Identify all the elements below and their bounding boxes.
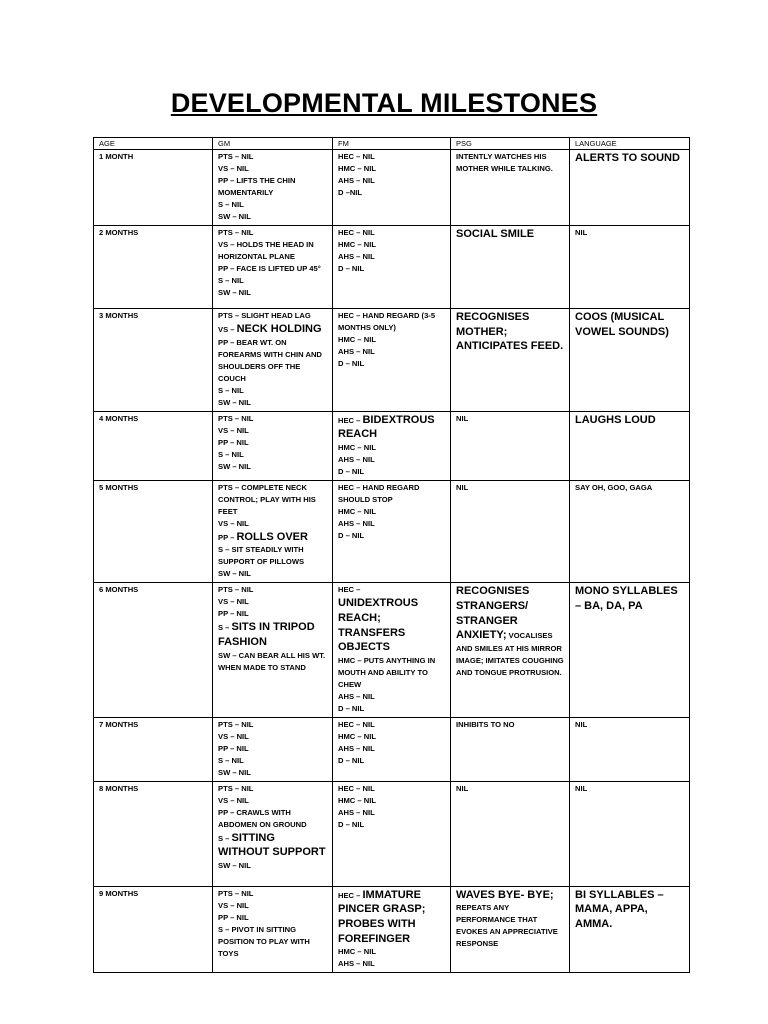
cell-gm: [213, 150, 333, 226]
cell-line: HMC – NIL: [338, 335, 376, 344]
cell-line: VS – NIL: [218, 731, 249, 741]
cell-line: VS – NIL: [218, 597, 249, 607]
cell-line: VS – NIL: [218, 425, 249, 435]
cell-line: SW – CAN BEAR ALL HIS WT. WHEN MADE TO STAND: [218, 650, 326, 672]
cell-line: HEC – HAND REGARD SHOULD STOP: [338, 482, 420, 504]
cell-line: HEC – HAND REGARD (3-5 MONTHS ONLY): [338, 311, 436, 332]
cell-line: PP – NIL: [218, 609, 249, 619]
cell-line: S – NIL: [218, 200, 244, 209]
cell-line: PP – CRAWLS WITH ABDOMEN ON GROUND: [218, 807, 307, 829]
cell-line: PTS – NIL: [218, 228, 254, 237]
cell-line: NIL: [575, 228, 588, 237]
cell-gm: [213, 411, 333, 480]
cell-age: [94, 717, 213, 781]
table-row: [94, 886, 690, 972]
cell-gm: [213, 886, 333, 972]
cell-line: RECOGNISES STRANGERS/ STRANGER ANXIETY; VOCALISES AND SMILES AT HIS MIRROR IMAGE; IMITATES COUGHING AND TONGUE PROTRUSION.: [456, 585, 564, 677]
cell-line: 2 MONTHS: [99, 228, 139, 237]
cell-line: D – NIL: [338, 755, 365, 765]
cell-line: NIL: [456, 413, 469, 423]
emphasis: SITS IN TRIPOD FASHION: [218, 621, 315, 648]
cell-line: HMC – NIL: [338, 795, 376, 805]
table-row: [94, 226, 690, 309]
cell-line: AHS – NIL: [338, 959, 375, 969]
header-gm: GM: [213, 138, 333, 150]
cell-line: D – NIL: [338, 359, 365, 368]
cell-language: [570, 781, 690, 886]
table-header-row: [94, 138, 690, 150]
cell-line: AHS – NIL: [338, 691, 375, 701]
cell-line: AHS – NIL: [338, 176, 375, 185]
cell-gm: [213, 309, 333, 412]
cell-line: SW – NIL: [218, 569, 251, 579]
cell-line: AHS – NIL: [338, 518, 375, 528]
cell-line: 3 MONTHS: [99, 311, 139, 320]
cell-line: PTS – NIL: [218, 585, 254, 595]
cell-age: [94, 583, 213, 717]
cell-fm: [333, 411, 451, 480]
cell-line: VS – NIL: [218, 164, 249, 173]
cell-line: D – NIL: [338, 703, 365, 713]
cell-line: S – SITTING WITHOUT SUPPORT: [218, 831, 326, 859]
cell-line: AHS – NIL: [338, 252, 375, 261]
cell-gm: [213, 480, 333, 583]
cell-line: SW – NIL: [218, 397, 251, 407]
emphasis: SITTING WITHOUT SUPPORT: [218, 831, 326, 859]
cell-psg: [451, 150, 570, 226]
cell-age: [94, 226, 213, 309]
cell-language: [570, 226, 690, 309]
cell-line: PTS – NIL: [218, 783, 254, 793]
cell-line: D – NIL: [338, 264, 365, 273]
cell-line: S – PIVOT IN SITTING POSITION TO PLAY WITH TOYS: [218, 924, 310, 958]
emphasis: UNIDEXTROUS REACH; TRANSFERS OBJECTS: [338, 597, 419, 654]
cell-fm: [333, 309, 451, 412]
cell-line: PTS – NIL: [218, 413, 254, 423]
cell-line: PTS – NIL: [218, 888, 254, 898]
cell-line: VS – NIL: [218, 900, 249, 910]
emphasis: RECOGNISES STRANGERS/ STRANGER ANXIETY;: [456, 585, 530, 642]
cell-line: HMC – NIL: [338, 731, 376, 741]
cell-line: S – SIT STEADILY WITH SUPPORT OF PILLOWS: [218, 545, 305, 567]
cell-line: INHIBITS TO NO: [456, 719, 515, 729]
header-language: LANGUAGE: [570, 138, 690, 150]
cell-line: VS – NIL: [218, 518, 249, 528]
emphasis: WAVES BYE- BYE;: [456, 888, 554, 901]
emphasis: IMMATURE PINCER GRASP; PROBES WITH FOREFINGER: [338, 888, 426, 945]
cell-gm: [213, 583, 333, 717]
table-row: [94, 717, 690, 781]
cell-line: MONO SYLLABLES – BA, DA, PA: [575, 585, 678, 612]
cell-line: SW – NIL: [218, 767, 251, 777]
cell-line: 5 MONTHS: [99, 482, 139, 492]
cell-fm: [333, 781, 451, 886]
cell-line: HEC –: [338, 585, 361, 595]
cell-psg: [451, 717, 570, 781]
cell-line: VS – HOLDS THE HEAD IN HORIZONTAL PLANE: [218, 240, 314, 261]
cell-line: S – SITS IN TRIPOD FASHION: [218, 621, 315, 648]
cell-gm: [213, 226, 333, 309]
table-row: [94, 781, 690, 886]
cell-gm: [213, 717, 333, 781]
cell-line: PTS – NIL: [218, 719, 254, 729]
cell-line: PTS – COMPLETE NECK CONTROL; PLAY WITH HIS FEET: [218, 482, 316, 516]
cell-line: HMC – NIL: [338, 240, 376, 249]
cell-line: S – NIL: [218, 449, 244, 459]
cell-age: [94, 781, 213, 886]
cell-line: SW – NIL: [218, 212, 251, 221]
cell-language: [570, 309, 690, 412]
table-row: [94, 411, 690, 480]
cell-line: PP – BEAR WT. ON FOREARMS WITH CHIN AND SHOULDERS OFF THE COUCH: [218, 337, 322, 383]
cell-line: HEC – NIL: [338, 783, 375, 793]
cell-line: HEC – NIL: [338, 228, 375, 237]
cell-line: HMC – NIL: [338, 164, 376, 173]
cell-line: NIL: [575, 719, 588, 729]
cell-line: SOCIAL SMILE: [456, 228, 535, 240]
cell-language: [570, 717, 690, 781]
table-row: [94, 150, 690, 226]
cell-line: HMC – NIL: [338, 442, 376, 452]
cell-line: AHS – NIL: [338, 454, 375, 464]
cell-line: PTS – SLIGHT HEAD LAG: [218, 311, 311, 320]
cell-line: D – NIL: [338, 530, 365, 540]
cell-line: AHS – NIL: [338, 743, 375, 753]
cell-line: D – NIL: [338, 466, 365, 476]
cell-line: PP – LIFTS THE CHIN MOMENTARILY: [218, 176, 296, 197]
cell-age: [94, 480, 213, 583]
cell-line: LAUGHS LOUD: [575, 413, 656, 426]
cell-line: SAY OH, GOO, GAGA: [575, 482, 653, 492]
cell-line: VS – NECK HOLDING: [218, 323, 322, 335]
cell-psg: [451, 226, 570, 309]
cell-line: S – NIL: [218, 755, 244, 765]
table-row: [94, 480, 690, 583]
cell-language: [570, 583, 690, 717]
cell-gm: [213, 781, 333, 886]
cell-fm: [333, 226, 451, 309]
cell-language: [570, 480, 690, 583]
cell-line: 4 MONTHS: [99, 413, 139, 423]
cell-fm: [333, 480, 451, 583]
cell-line: SW – NIL: [218, 461, 251, 471]
cell-line: PP – FACE IS LIFTED UP 45°: [218, 264, 321, 273]
header-fm: FM: [333, 138, 451, 150]
cell-line: S – NIL: [218, 276, 244, 285]
cell-psg: [451, 583, 570, 717]
cell-fm: [333, 717, 451, 781]
cell-line: HMC – NIL: [338, 947, 376, 957]
cell-line: 1 MONTH: [99, 152, 134, 161]
cell-line: PP – NIL: [218, 437, 249, 447]
header-psg: PSG: [451, 138, 570, 150]
cell-line: 9 MONTHS: [99, 888, 139, 898]
cell-age: [94, 150, 213, 226]
table-row: [94, 583, 690, 717]
milestones-table: [93, 137, 690, 973]
cell-line: [338, 596, 445, 654]
cell-language: [570, 886, 690, 972]
cell-line: NIL: [456, 482, 469, 492]
cell-line: HEC – NIL: [338, 152, 375, 161]
cell-line: HEC – NIL: [338, 719, 375, 729]
cell-line: 8 MONTHS: [99, 783, 139, 793]
cell-line: ALERTS TO SOUND: [575, 152, 680, 164]
emphasis: NECK HOLDING: [236, 323, 322, 335]
cell-line: BI SYLLABLES – MAMA, APPA, AMMA.: [575, 888, 664, 930]
emphasis: ROLLS OVER: [236, 530, 308, 543]
cell-line: VS – NIL: [218, 795, 249, 805]
cell-line: PP – NIL: [218, 912, 249, 922]
cell-line: D –NIL: [338, 188, 363, 197]
cell-language: [570, 411, 690, 480]
cell-line: WAVES BYE- BYE; REPEATS ANY PERFORMANCE THAT EVOKES AN APPRECIATIVE RESPONSE: [456, 888, 558, 949]
cell-age: [94, 309, 213, 412]
cell-line: SW – NIL: [218, 860, 251, 870]
cell-fm: [333, 886, 451, 972]
cell-line: AHS – NIL: [338, 807, 375, 817]
cell-fm: [333, 150, 451, 226]
cell-psg: [451, 886, 570, 972]
cell-line: PP – NIL: [218, 743, 249, 753]
cell-line: NIL: [456, 783, 469, 793]
cell-line: 7 MONTHS: [99, 719, 139, 729]
cell-age: [94, 411, 213, 480]
cell-fm: [333, 583, 451, 717]
cell-line: SW – NIL: [218, 288, 251, 297]
cell-line: PTS – NIL: [218, 152, 254, 161]
cell-line: HMC – NIL: [338, 506, 376, 516]
table-row: [94, 309, 690, 412]
cell-psg: [451, 480, 570, 583]
page-title: DEVELOPMENTAL MILESTONES: [170, 88, 598, 118]
header-age: AGE: [94, 138, 213, 150]
cell-psg: [451, 411, 570, 480]
cell-line: HMC – PUTS ANYTHING IN MOUTH AND ABILITY TO CHEW: [338, 655, 436, 689]
table-body: [94, 150, 690, 973]
cell-line: COOS (MUSICAL VOWEL SOUNDS): [575, 311, 669, 338]
cell-age: [94, 886, 213, 972]
cell-line: AHS – NIL: [338, 347, 375, 356]
cell-psg: [451, 781, 570, 886]
cell-line: D – NIL: [338, 819, 365, 829]
cell-language: [570, 150, 690, 226]
emphasis: BIDEXTROUS REACH: [338, 413, 435, 441]
cell-line: HEC – IMMATURE PINCER GRASP; PROBES WITH FOREFINGER: [338, 888, 426, 945]
cell-line: PP – ROLLS OVER: [218, 530, 308, 543]
cell-line: HEC – BIDEXTROUS REACH: [338, 413, 435, 441]
cell-psg: [451, 309, 570, 412]
cell-line: S – NIL: [218, 385, 244, 395]
cell-line: INTENTLY WATCHES HIS MOTHER WHILE TALKING.: [456, 152, 553, 173]
cell-line: RECOGNISES MOTHER; ANTICIPATES FEED.: [456, 311, 564, 353]
cell-line: NIL: [575, 783, 588, 793]
cell-line: 6 MONTHS: [99, 585, 139, 595]
